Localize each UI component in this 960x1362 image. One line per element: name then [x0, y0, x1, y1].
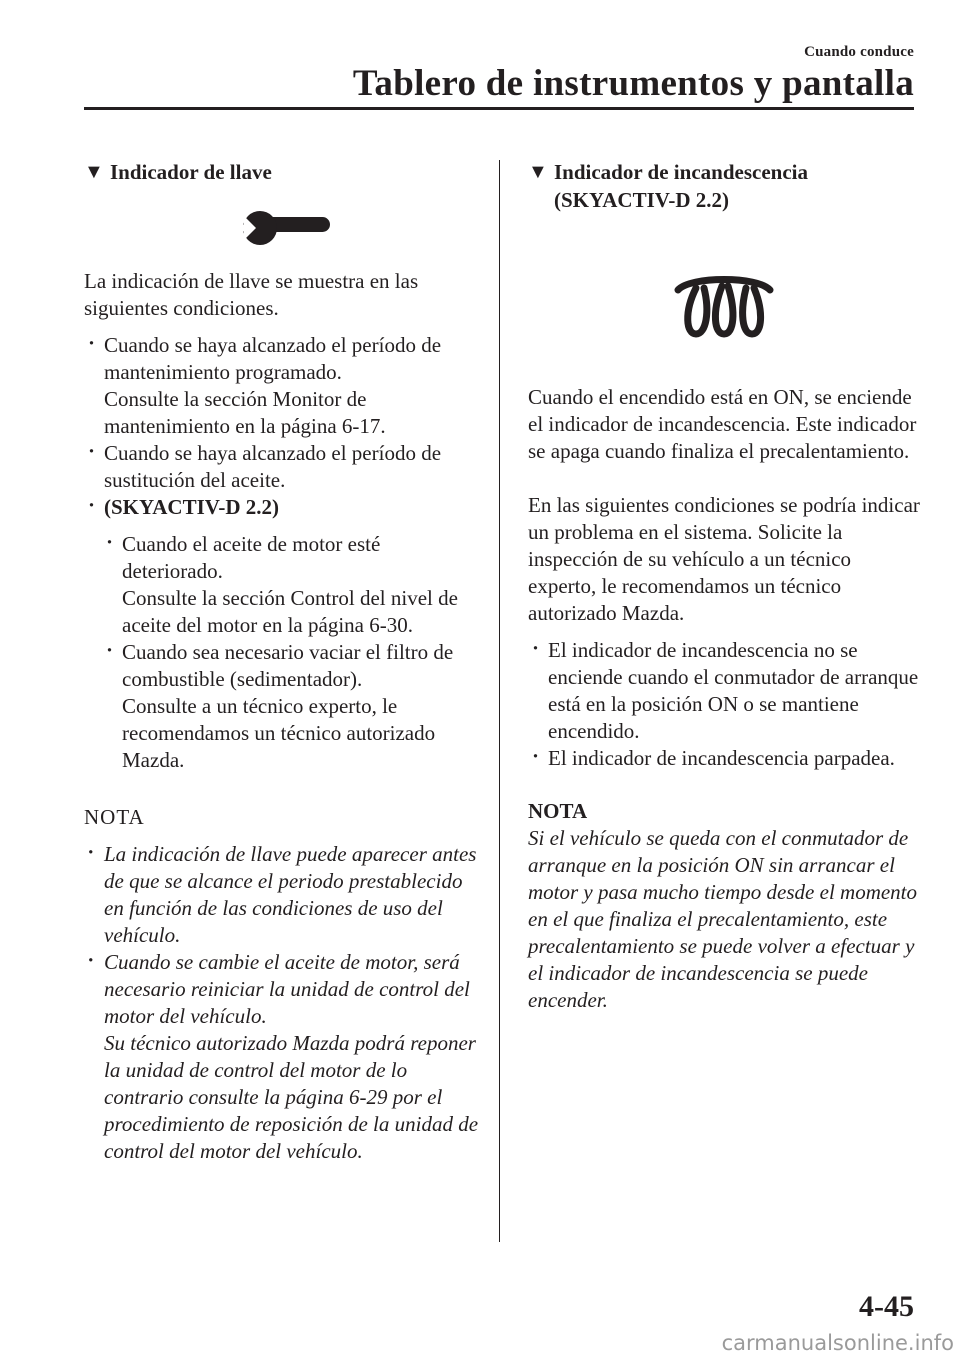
note-label: NOTA	[84, 805, 145, 829]
wrench-icon	[84, 200, 484, 256]
list-item: · Cuando se haya alcanzado el período de sustitución del aceite.	[84, 440, 484, 494]
list-item: · Cuando se haya alcanzado el período de mantenimiento programado. Consulte la sección Monitor de mantenimiento en la página 6-17.	[84, 332, 484, 440]
key-indicator-intro: La indicación de llave se muestra en las siguientes condiciones.	[84, 269, 419, 320]
list-item: · Cuando sea necesario vaciar el filtro de combustible (sedimentador). Consulte a un técnico experto, le recomendamos un técnico autorizado Mazda.	[102, 639, 484, 774]
page-title: Tablero de instrumentos y pantalla	[352, 63, 914, 104]
glow-plug-icon	[528, 268, 920, 344]
right-column	[528, 158, 920, 1014]
section-heading-key-indicator: ▼ Indicador de llave	[84, 160, 272, 184]
header-section-label: Cuando conduce	[804, 44, 914, 60]
watermark: carmanualsonline.info	[721, 1331, 954, 1355]
glow-indicator-paragraph-2: En las siguientes condiciones se podría indicar un problema en el sistema. Solicite la inspección de su vehículo a un técnico experto, le recomendamos un técnico autorizado Mazda.	[528, 493, 920, 625]
glow-conditions-list	[528, 637, 920, 772]
list-item: · Cuando se cambie el aceite de motor, será necesario reiniciar la unidad de control del motor del vehículo. Su técnico autorizado Mazda podrá reponer la unidad de control del motor de lo contrario consulte la página 6-29 por el procedimiento de reposición de la unidad de control del motor del vehículo.	[84, 949, 484, 1165]
glow-note-text: Si el vehículo se queda con el conmutador de arranque en la posición ON sin arrancar el motor y pasa mucho tiempo desde el momento en el que finaliza el precalentamiento, este precalentamiento se puede volver a efectuar y el indicador de incandescencia se puede encender.	[528, 826, 918, 1012]
page-number: 4-45	[859, 1290, 914, 1323]
list-item: · El indicador de incandescencia parpadea.	[528, 745, 920, 772]
note-label: NOTA	[528, 799, 588, 823]
note-list	[84, 841, 484, 1165]
key-conditions-list	[84, 332, 484, 774]
glow-indicator-paragraph-1: Cuando el encendido está en ON, se enciende el indicador de incandescencia. Este indicador se apaga cuando finaliza el precalentamiento.	[528, 385, 917, 463]
list-item: · Cuando el aceite de motor esté deteriorado. Consulte la sección Control del nivel de aceite del motor en la página 6-30.	[102, 531, 484, 639]
triangle-down-icon: ▼	[528, 161, 548, 183]
section-heading-glow-indicator: ▼ Indicador de incandescencia (SKYACTIV-D 2.2)	[528, 160, 808, 212]
header-rule	[84, 107, 914, 110]
column-divider	[499, 160, 500, 1242]
list-item: · (SKYACTIV-D 2.2)	[84, 494, 484, 521]
list-item: · El indicador de incandescencia no se enciende cuando el conmutador de arranque está en la posición ON o se mantiene encendido.	[528, 637, 920, 745]
list-item: · La indicación de llave puede aparecer antes de que se alcance el periodo prestablecido en función de las condiciones de uso del vehículo.	[84, 841, 484, 949]
triangle-down-icon: ▼	[84, 161, 104, 183]
left-column	[84, 158, 484, 1165]
